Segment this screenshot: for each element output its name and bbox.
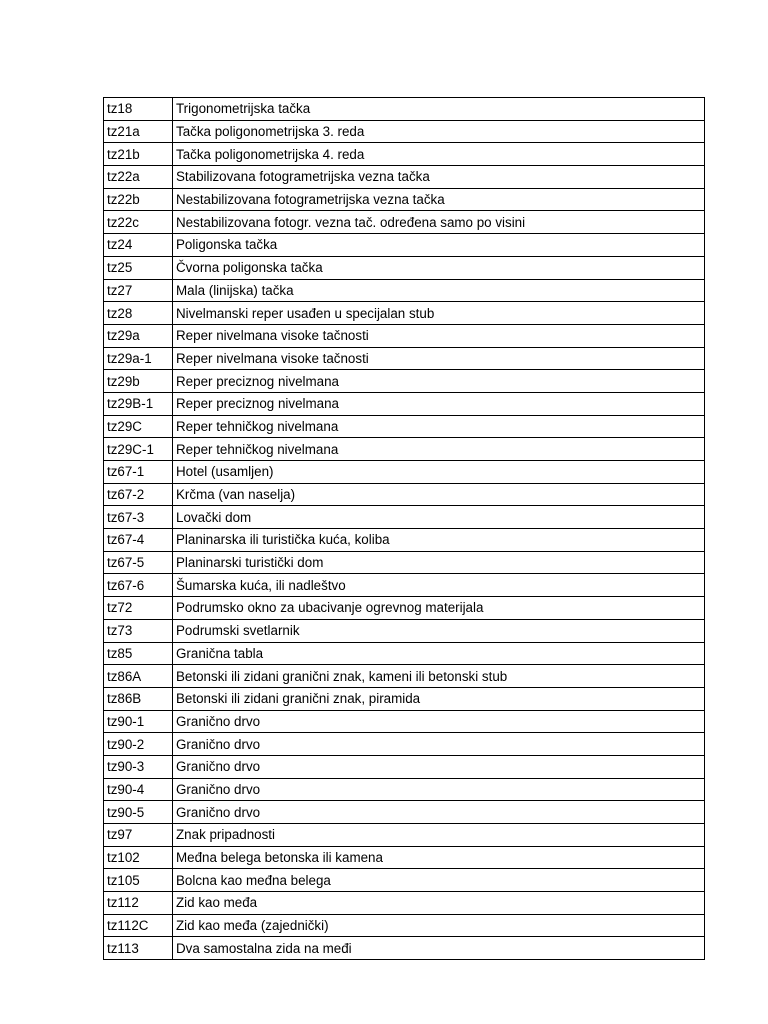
- description-cell: Nestabilizovana fotogr. vezna tač. određena samo po visini: [173, 211, 705, 234]
- table-row: [104, 551, 705, 574]
- description-cell: Granično drvo: [173, 801, 705, 824]
- table-row: [104, 642, 705, 665]
- code-cell: tz86B: [104, 687, 173, 710]
- table-row: [104, 98, 705, 121]
- code-cell: tz67-3: [104, 506, 173, 529]
- description-cell: Reper nivelmana visoke tačnosti: [173, 324, 705, 347]
- table-row: [104, 483, 705, 506]
- code-cell: tz67-1: [104, 461, 173, 484]
- code-cell: tz29a-1: [104, 347, 173, 370]
- code-cell: tz22b: [104, 188, 173, 211]
- table-row: [104, 778, 705, 801]
- table-row: [104, 710, 705, 733]
- table-row: [104, 597, 705, 620]
- description-cell: Lovački dom: [173, 506, 705, 529]
- code-cell: tz86A: [104, 665, 173, 688]
- table-row: [104, 256, 705, 279]
- description-cell: Planinarski turistički dom: [173, 551, 705, 574]
- table-row: [104, 937, 705, 960]
- code-cell: tz90-2: [104, 733, 173, 756]
- table-row: [104, 347, 705, 370]
- description-cell: Reper nivelmana visoke tačnosti: [173, 347, 705, 370]
- table-row: [104, 869, 705, 892]
- description-cell: Nivelmanski reper usađen u specijalan stub: [173, 302, 705, 325]
- code-cell: tz112: [104, 892, 173, 915]
- description-cell: Granično drvo: [173, 755, 705, 778]
- symbol-code-table: [103, 97, 705, 960]
- description-cell: Zid kao međa (zajednički): [173, 914, 705, 937]
- description-cell: Trigonometrijska tačka: [173, 98, 705, 121]
- description-cell: Mala (linijska) tačka: [173, 279, 705, 302]
- table-row: [104, 687, 705, 710]
- table-row: [104, 801, 705, 824]
- description-cell: Granično drvo: [173, 733, 705, 756]
- code-cell: tz105: [104, 869, 173, 892]
- description-cell: Planinarska ili turistička kuća, koliba: [173, 529, 705, 552]
- description-cell: Poligonska tačka: [173, 234, 705, 257]
- table-row: [104, 302, 705, 325]
- description-cell: Krčma (van naselja): [173, 483, 705, 506]
- description-cell: Međna belega betonska ili kamena: [173, 846, 705, 869]
- table-row: [104, 415, 705, 438]
- table-row: [104, 143, 705, 166]
- code-cell: tz67-4: [104, 529, 173, 552]
- table-row: [104, 733, 705, 756]
- code-cell: tz72: [104, 597, 173, 620]
- code-cell: tz25: [104, 256, 173, 279]
- code-cell: tz67-5: [104, 551, 173, 574]
- description-cell: Reper preciznog nivelmana: [173, 392, 705, 415]
- code-cell: tz29C-1: [104, 438, 173, 461]
- description-cell: Podrumsko okno za ubacivanje ogrevnog materijala: [173, 597, 705, 620]
- table-row: [104, 370, 705, 393]
- table-row: [104, 120, 705, 143]
- code-cell: tz29C: [104, 415, 173, 438]
- code-cell: tz90-3: [104, 755, 173, 778]
- code-cell: tz85: [104, 642, 173, 665]
- description-cell: Betonski ili zidani granični znak, kameni ili betonski stub: [173, 665, 705, 688]
- code-cell: tz112C: [104, 914, 173, 937]
- code-cell: tz22c: [104, 211, 173, 234]
- code-cell: tz90-5: [104, 801, 173, 824]
- description-cell: Nestabilizovana fotogrametrijska vezna tačka: [173, 188, 705, 211]
- table-row: [104, 461, 705, 484]
- table-row: [104, 892, 705, 915]
- code-cell: tz67-2: [104, 483, 173, 506]
- description-cell: Hotel (usamljen): [173, 461, 705, 484]
- table-body: [104, 98, 705, 960]
- table-row: [104, 665, 705, 688]
- code-cell: tz18: [104, 98, 173, 121]
- code-cell: tz27: [104, 279, 173, 302]
- table-row: [104, 438, 705, 461]
- table-row: [104, 392, 705, 415]
- table-row: [104, 506, 705, 529]
- code-cell: tz67-6: [104, 574, 173, 597]
- table-row: [104, 529, 705, 552]
- code-cell: tz21b: [104, 143, 173, 166]
- description-cell: Podrumski svetlarnik: [173, 619, 705, 642]
- table-row: [104, 824, 705, 847]
- code-cell: tz73: [104, 619, 173, 642]
- code-cell: tz97: [104, 824, 173, 847]
- table-row: [104, 914, 705, 937]
- table-row: [104, 166, 705, 189]
- description-cell: Stabilizovana fotogrametrijska vezna tačka: [173, 166, 705, 189]
- description-cell: Znak pripadnosti: [173, 824, 705, 847]
- description-cell: Reper tehničkog nivelmana: [173, 438, 705, 461]
- table-row: [104, 188, 705, 211]
- code-cell: tz90-4: [104, 778, 173, 801]
- table-row: [104, 619, 705, 642]
- description-cell: Reper preciznog nivelmana: [173, 370, 705, 393]
- table-row: [104, 846, 705, 869]
- table-row: [104, 211, 705, 234]
- code-cell: tz28: [104, 302, 173, 325]
- code-cell: tz29a: [104, 324, 173, 347]
- description-cell: Bolcna kao međna belega: [173, 869, 705, 892]
- code-cell: tz102: [104, 846, 173, 869]
- code-cell: tz29B-1: [104, 392, 173, 415]
- code-cell: tz90-1: [104, 710, 173, 733]
- table-row: [104, 324, 705, 347]
- description-cell: Tačka poligonometrijska 3. reda: [173, 120, 705, 143]
- code-cell: tz24: [104, 234, 173, 257]
- table-row: [104, 574, 705, 597]
- code-cell: tz29b: [104, 370, 173, 393]
- description-cell: Zid kao međa: [173, 892, 705, 915]
- description-cell: Granična tabla: [173, 642, 705, 665]
- table-row: [104, 279, 705, 302]
- description-cell: Šumarska kuća, ili nadleštvo: [173, 574, 705, 597]
- description-cell: Granično drvo: [173, 778, 705, 801]
- code-cell: tz22a: [104, 166, 173, 189]
- code-cell: tz21a: [104, 120, 173, 143]
- table-row: [104, 234, 705, 257]
- description-cell: Reper tehničkog nivelmana: [173, 415, 705, 438]
- description-cell: Granično drvo: [173, 710, 705, 733]
- table-row: [104, 755, 705, 778]
- description-cell: Čvorna poligonska tačka: [173, 256, 705, 279]
- description-cell: Tačka poligonometrijska 4. reda: [173, 143, 705, 166]
- description-cell: Betonski ili zidani granični znak, piramida: [173, 687, 705, 710]
- code-cell: tz113: [104, 937, 173, 960]
- description-cell: Dva samostalna zida na međi: [173, 937, 705, 960]
